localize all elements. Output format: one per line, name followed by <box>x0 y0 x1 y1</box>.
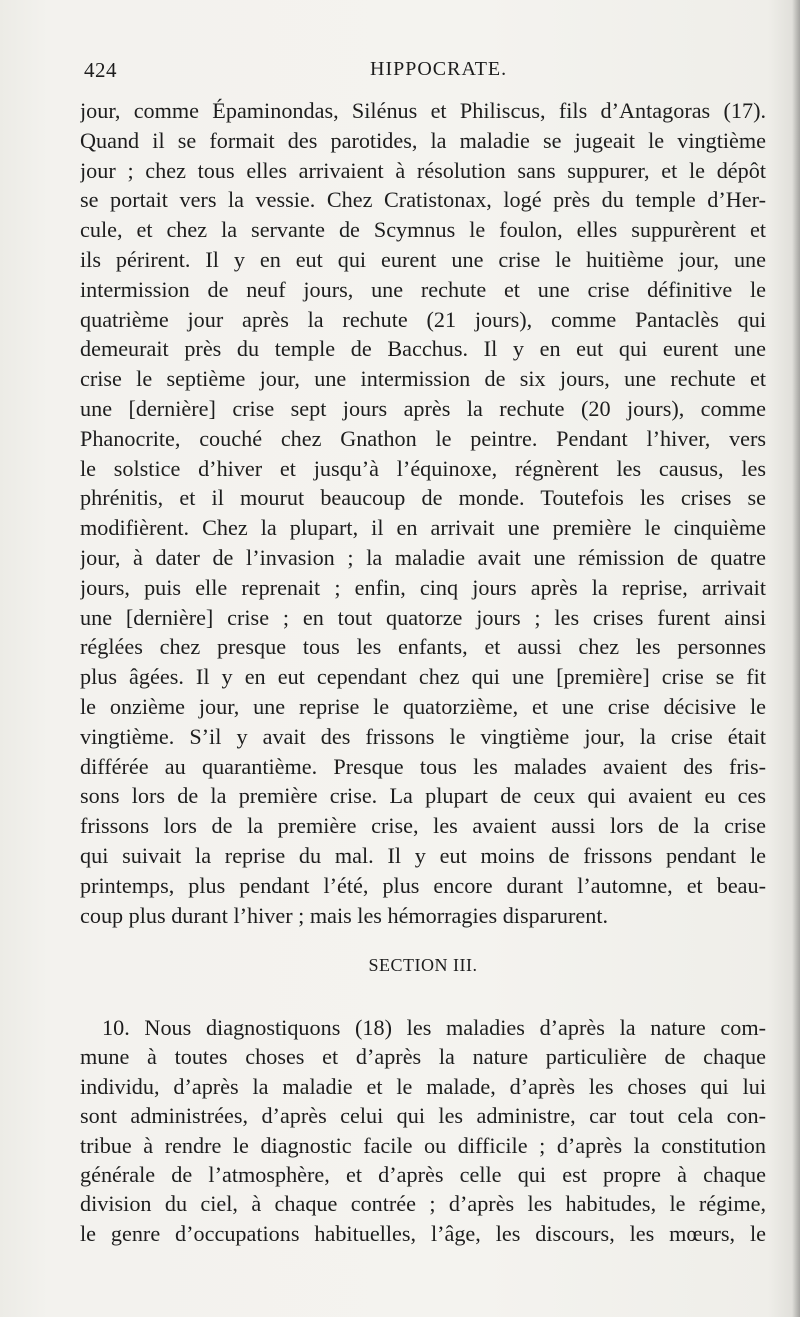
text-line: différée au quarantième. Presque tous les malades avaient des fris- <box>80 753 766 779</box>
text-line: crise le septième jour, une intermission de six jours, une rechute et <box>80 366 766 392</box>
text-line: jour, comme Épaminondas, Silénus et Philiscus, fils d’Antagoras (17). <box>80 98 766 123</box>
text-line: une [dernière] crise sept jours après la rechute (20 jours), comme <box>80 395 766 421</box>
text-line: le solstice d’hiver et jusqu’à l’équinoxe, régnèrent les causus, les <box>80 455 766 481</box>
text-line-first: 10. Nous diagnostiquons (18) les maladies d’après la nature com- <box>102 1015 766 1040</box>
text-line: intermission de neuf jours, une rechute et une crise définitive le <box>80 276 766 302</box>
text-line: phrénitis, et il mourut beaucoup de monde. Toutefois les crises se <box>80 485 766 511</box>
text-line: réglées chez presque tous les enfants, et aussi chez les personnes <box>80 634 766 660</box>
text-line: frissons lors de la première crise, les avaient aussi lors de la crise <box>80 813 766 839</box>
text-line: ils périrent. Il y en eut qui eurent une crise le huitième jour, une <box>80 246 766 272</box>
text-line: une [dernière] crise ; en tout quatorze jours ; les crises furent ainsi <box>80 604 766 630</box>
text-line: qui suivait la reprise du mal. Il y eut moins de frissons pendant le <box>80 842 766 868</box>
page-edge-shadow <box>792 0 800 1317</box>
text-line: jours, puis elle reprenait ; enfin, cinq jours après la reprise, arrivait <box>80 574 766 600</box>
text-line: Quand il se formait des parotides, la maladie se jugeait le vingtième <box>80 127 766 153</box>
text-line: sont administrées, d’après celui qui les administre, car tout cela con- <box>80 1103 766 1129</box>
text-line: le genre d’occupations habituelles, l’âge, les discours, les mœurs, le <box>80 1220 766 1246</box>
text-line: plus âgées. Il y en eut cependant chez qui une [première] crise se fit <box>80 664 766 690</box>
text-line: générale de l’atmosphère, et d’après celle qui est propre à chaque <box>80 1161 766 1187</box>
text-line: vingtième. S’il y avait des frissons le vingtième jour, la crise était <box>80 723 766 749</box>
text-line: se portait vers la vessie. Chez Cratistonax, logé près du temple d’Her- <box>80 187 766 213</box>
text-line: quatrième jour après la rechute (21 jours), comme Pantaclès qui <box>80 306 766 332</box>
section-heading: SECTION III. <box>368 955 478 975</box>
page-number: 424 <box>84 58 117 82</box>
text-line: modifièrent. Chez la plupart, il en arrivait une première le cinquième <box>80 515 766 541</box>
page-header <box>80 58 766 86</box>
text-line-last: coup plus durant l’hiver ; mais les hémorragies disparurent. <box>80 902 609 928</box>
text-line: sons lors de la première crise. La plupart de ceux qui avaient eu ces <box>80 783 766 809</box>
text-line: jour, à dater de l’invasion ; la maladie avait une rémission de quatre <box>80 544 766 570</box>
text-line: le onzième jour, une reprise le quatorzième, et une crise décisive le <box>80 693 766 719</box>
text-line: jour ; chez tous elles arrivaient à résolution sans suppurer, et le dépôt <box>80 157 766 183</box>
text-line: Phanocrite, couché chez Gnathon le peintre. Pendant l’hiver, vers <box>80 425 766 451</box>
text-line: mune à toutes choses et d’après la nature particulière de chaque <box>80 1044 766 1070</box>
text-line: printemps, plus pendant l’été, plus encore durant l’automne, et beau- <box>80 872 766 898</box>
text-line: individu, d’après la maladie et le malade, d’après les choses qui lui <box>80 1073 766 1099</box>
text-line: demeurait près du temple de Bacchus. Il y en eut qui eurent une <box>80 336 766 362</box>
text-line: division du ciel, à chaque contrée ; d’après les habitudes, le régime, <box>80 1191 766 1217</box>
paragraph-continued <box>80 96 766 930</box>
paragraph-section-10 <box>80 1013 766 1248</box>
running-title: HIPPOCRATE. <box>370 58 508 80</box>
text-line: tribue à rendre le diagnostic facile ou difficile ; d’après la constitution <box>80 1132 766 1158</box>
text-line: cule, et chez la servante de Scymnus le foulon, elles suppurèrent et <box>80 217 766 243</box>
